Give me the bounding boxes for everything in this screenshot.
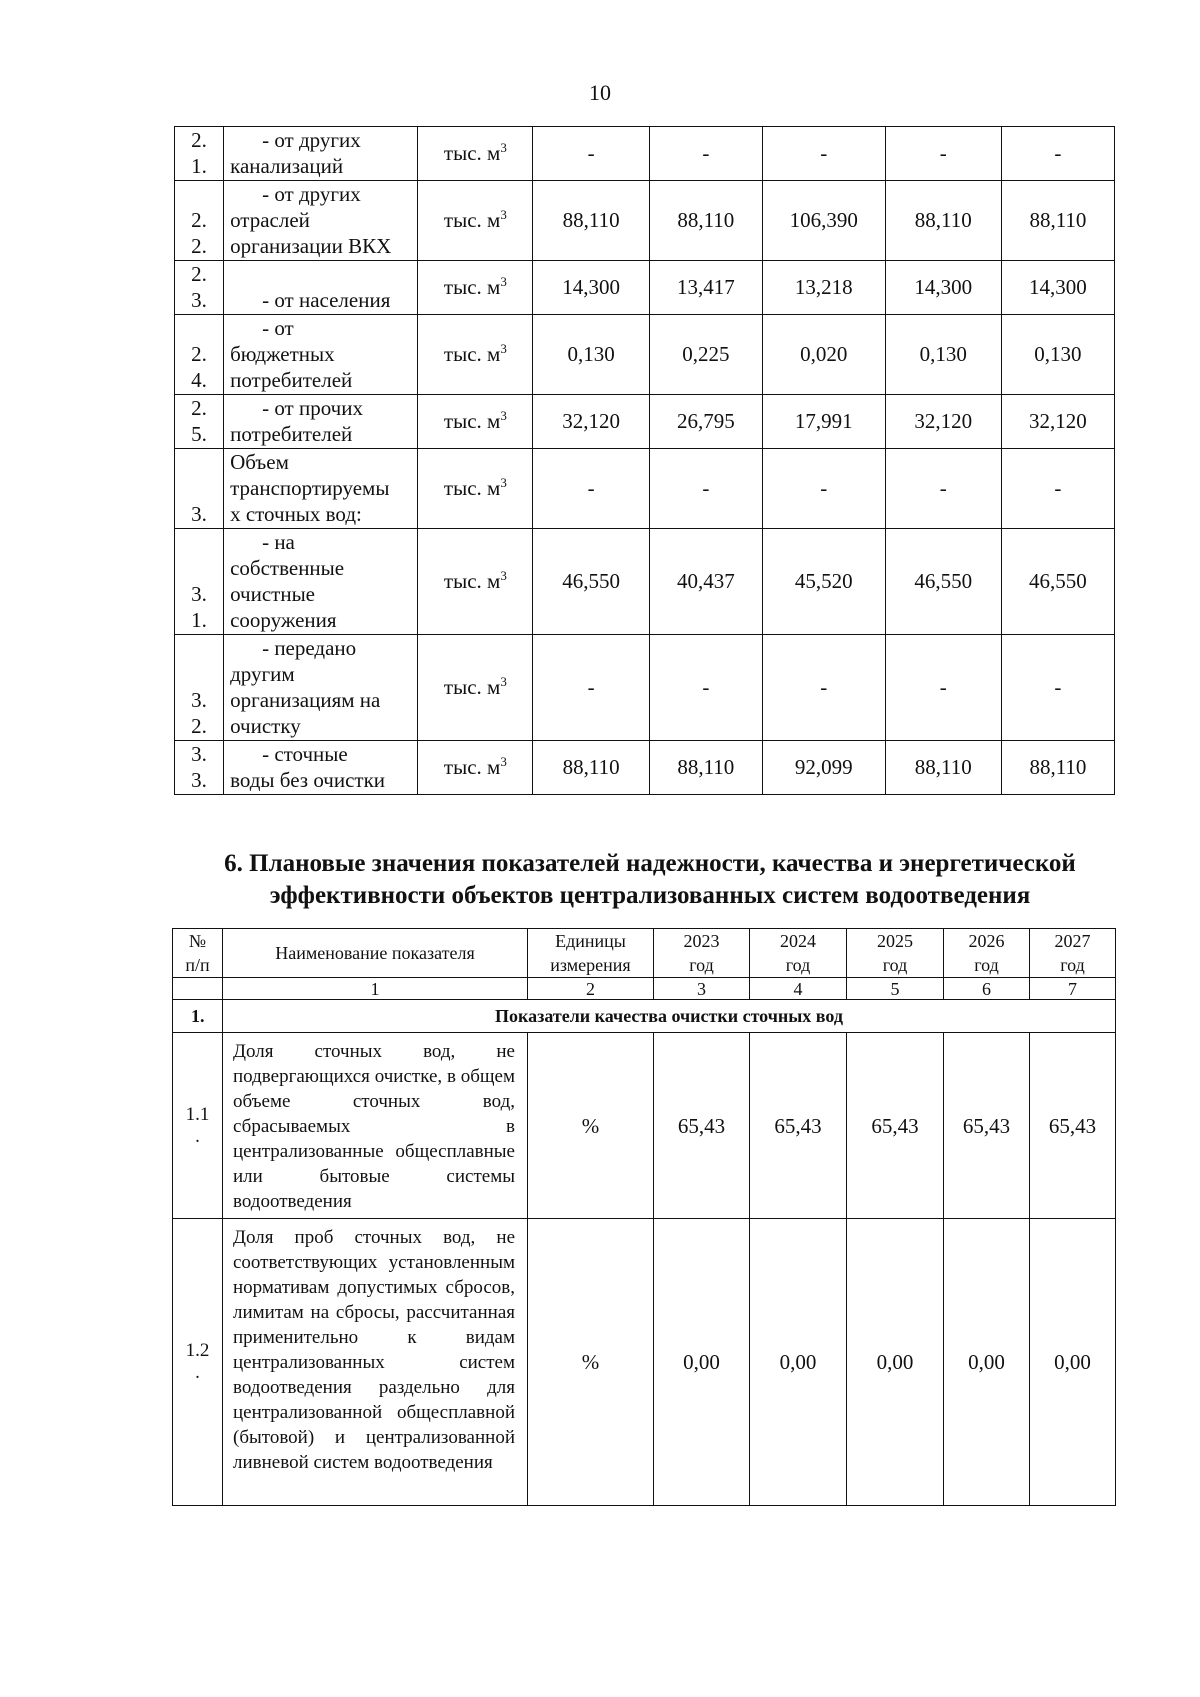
row-value: - xyxy=(762,449,885,529)
row-number-part: 3. xyxy=(191,502,207,526)
row-name xyxy=(224,261,418,315)
row-value: 0,225 xyxy=(649,315,762,395)
row-name-line: потребителей xyxy=(230,368,353,392)
row-unit-exponent: 3 xyxy=(500,207,507,222)
indicator-value-2023: 0,00 xyxy=(654,1219,750,1506)
row-number xyxy=(175,449,224,529)
table-row xyxy=(175,395,1115,449)
table-row xyxy=(175,635,1115,741)
row-value: 0,130 xyxy=(1001,315,1114,395)
row-name xyxy=(224,127,418,181)
row-value: 14,300 xyxy=(1001,261,1114,315)
row-number-part: 2. xyxy=(191,342,207,366)
row-unit xyxy=(418,395,533,449)
row-unit-text: тыс. м xyxy=(443,141,501,165)
section-title-line-2: эффективности объектов централизованных систем водоотведения xyxy=(269,882,1031,909)
header-year-2024 xyxy=(750,929,847,978)
table-row xyxy=(175,261,1115,315)
row-value: 17,991 xyxy=(762,395,885,449)
header-year: 2025 xyxy=(877,931,913,951)
row-name xyxy=(224,741,418,795)
row-value: - xyxy=(885,127,1001,181)
row-number-part: 2. xyxy=(191,262,207,286)
row-name-line: - от других xyxy=(262,182,361,206)
row-unit xyxy=(418,261,533,315)
table-row xyxy=(175,127,1115,181)
header-unit-line: Единицы xyxy=(555,931,626,951)
row-name xyxy=(224,529,418,635)
indicator-value-2024: 65,43 xyxy=(750,1033,847,1219)
row-number-part: 1. xyxy=(191,154,207,178)
indicator-row xyxy=(173,1219,1116,1506)
row-number-part: 3. xyxy=(191,688,207,712)
row-name xyxy=(224,449,418,529)
row-name-line: - от населения xyxy=(262,288,391,312)
row-value: 88,110 xyxy=(649,181,762,261)
row-name-line: Объем xyxy=(230,450,289,474)
row-value: 106,390 xyxy=(762,181,885,261)
header-year: 2027 xyxy=(1054,931,1091,951)
row-number xyxy=(175,315,224,395)
row-value: 92,099 xyxy=(762,741,885,795)
row-value: 88,110 xyxy=(533,181,649,261)
row-value: 0,020 xyxy=(762,315,885,395)
row-name-line: канализаций xyxy=(230,154,344,178)
row-name xyxy=(224,395,418,449)
indicator-value-2027: 65,43 xyxy=(1030,1033,1116,1219)
row-unit xyxy=(418,181,533,261)
row-unit-text: тыс. м xyxy=(443,675,501,699)
indicator-row xyxy=(173,1033,1116,1219)
row-unit-text: тыс. м xyxy=(443,569,501,593)
indicator-description: Доля сточных вод, не подвергающихся очистке, в общем объеме сточных вод, сбрасываемых в централизованные общесплавные или бытовые системы водоотведения xyxy=(223,1033,528,1219)
row-number-part: 1. xyxy=(191,608,207,632)
header-year-word: год xyxy=(689,955,714,975)
row-name-line: - на xyxy=(262,530,295,554)
row-name-line: очистку xyxy=(230,714,301,738)
group-title: Показатели качества очистки сточных вод xyxy=(223,1000,1116,1033)
row-unit-exponent: 3 xyxy=(500,475,507,490)
header-row xyxy=(173,929,1116,978)
row-name-line: - сточные xyxy=(262,742,348,766)
row-name-line: отраслей xyxy=(230,208,310,232)
row-name-line: другим xyxy=(230,662,295,686)
row-value: - xyxy=(885,449,1001,529)
indicator-value-2024: 0,00 xyxy=(750,1219,847,1506)
row-number-part: 3. xyxy=(191,582,207,606)
row-number xyxy=(175,529,224,635)
header-year-2027 xyxy=(1030,929,1116,978)
indicator-number xyxy=(173,1033,223,1219)
row-number-part: 2. xyxy=(191,714,207,738)
header-year: 2023 xyxy=(683,931,720,951)
row-unit xyxy=(418,127,533,181)
row-value: - xyxy=(649,449,762,529)
indicator-value-2023: 65,43 xyxy=(654,1033,750,1219)
row-unit-text: тыс. м xyxy=(443,275,501,299)
row-number xyxy=(175,741,224,795)
table-row xyxy=(175,529,1115,635)
header-year-word: год xyxy=(1060,955,1085,975)
row-value: - xyxy=(649,635,762,741)
page-number: 10 xyxy=(589,80,611,105)
row-name-line: организации ВКХ xyxy=(230,234,392,258)
table-row xyxy=(175,741,1115,795)
header-num-line: п/п xyxy=(185,955,210,975)
row-number-part: 4. xyxy=(191,368,207,392)
column-index: 5 xyxy=(847,978,944,1000)
row-unit xyxy=(418,529,533,635)
row-value: - xyxy=(762,635,885,741)
row-unit-text: тыс. м xyxy=(443,208,501,232)
indicator-value-2025: 0,00 xyxy=(847,1219,944,1506)
header-year-word: год xyxy=(882,955,908,975)
row-number xyxy=(175,181,224,261)
section-title-line-1: 6. Плановые значения показателей надежности, качества и энергетической xyxy=(224,850,1076,877)
row-name xyxy=(224,181,418,261)
row-value: 88,110 xyxy=(649,741,762,795)
row-value: - xyxy=(533,635,649,741)
column-index: 7 xyxy=(1030,978,1116,1000)
row-value: 14,300 xyxy=(885,261,1001,315)
row-value: 88,110 xyxy=(885,181,1001,261)
indicator-number-line: . xyxy=(195,1362,200,1383)
header-year-2025 xyxy=(847,929,944,978)
header-unit xyxy=(528,929,654,978)
row-unit-exponent: 3 xyxy=(500,274,507,289)
row-name-line: - от других xyxy=(262,128,361,152)
row-unit-exponent: 3 xyxy=(500,140,507,155)
header-num xyxy=(173,929,223,978)
row-unit xyxy=(418,635,533,741)
indicator-number-line: 1.1 xyxy=(185,1103,210,1125)
row-number xyxy=(175,635,224,741)
indicators-table xyxy=(172,928,1116,1506)
row-value: 14,300 xyxy=(533,261,649,315)
row-number-part: 5. xyxy=(191,422,207,446)
row-value: 88,110 xyxy=(885,741,1001,795)
row-name-line: сооружения xyxy=(230,608,337,632)
header-num-line: № xyxy=(188,931,207,951)
row-name-line: собственные xyxy=(230,556,345,580)
row-number-part: 2. xyxy=(191,128,207,152)
row-value: 88,110 xyxy=(1001,181,1114,261)
row-value: 0,130 xyxy=(885,315,1001,395)
row-value: 46,550 xyxy=(533,529,649,635)
row-value: - xyxy=(885,635,1001,741)
indicator-number-line: . xyxy=(195,1125,200,1147)
row-unit xyxy=(418,449,533,529)
column-index-row xyxy=(173,978,1116,1000)
row-value: 88,110 xyxy=(1001,741,1114,795)
header-year-2023 xyxy=(654,929,750,978)
row-unit-text: тыс. м xyxy=(443,476,501,500)
row-name-line: - передано xyxy=(262,636,357,660)
indicator-unit: % xyxy=(528,1033,654,1219)
group-row xyxy=(173,1000,1116,1033)
row-unit-exponent: 3 xyxy=(500,674,507,689)
table-row xyxy=(175,181,1115,261)
row-value: 88,110 xyxy=(533,741,649,795)
indicator-value-2025: 65,43 xyxy=(847,1033,944,1219)
row-value: 0,130 xyxy=(533,315,649,395)
row-number-part: 2. xyxy=(191,396,207,420)
column-index: 2 xyxy=(528,978,654,1000)
row-name-line: воды без очистки xyxy=(230,768,386,792)
row-name-line: - от xyxy=(262,316,294,340)
row-unit-exponent: 3 xyxy=(500,568,507,583)
row-name xyxy=(224,635,418,741)
row-number-part: 2. xyxy=(191,234,207,258)
indicator-value-2026: 65,43 xyxy=(944,1033,1030,1219)
row-number xyxy=(175,395,224,449)
row-value: - xyxy=(1001,635,1114,741)
row-value: - xyxy=(1001,449,1114,529)
row-name-line: х сточных вод: xyxy=(230,502,362,526)
indicator-description: Доля проб сточных вод, не соответствующих установленным нормативам допустимых сбросов, лимитам на сбросы, рассчитанная применительно к видам централизованных систем водоотведения раздельно для централизованной общесплавной (бытовой) и централизованной ливневой систем водоотведения xyxy=(223,1219,528,1506)
row-name-line: очистные xyxy=(230,582,316,606)
row-value: 32,120 xyxy=(1001,395,1114,449)
header-year: 2026 xyxy=(968,931,1005,951)
row-unit xyxy=(418,315,533,395)
row-number-part: 3. xyxy=(191,768,207,792)
row-value: 46,550 xyxy=(1001,529,1114,635)
row-value: 26,795 xyxy=(649,395,762,449)
row-unit-exponent: 3 xyxy=(500,408,507,423)
row-name-line: - от прочих xyxy=(262,396,363,420)
row-name-line: транспортируемы xyxy=(230,476,390,500)
row-value: - xyxy=(533,449,649,529)
row-number xyxy=(175,127,224,181)
table-row xyxy=(175,449,1115,529)
indicator-value-2026: 0,00 xyxy=(944,1219,1030,1506)
row-number-part: 2. xyxy=(191,208,207,232)
wastewater-volume-table xyxy=(174,126,1115,795)
row-value: 13,218 xyxy=(762,261,885,315)
header-year-word: год xyxy=(974,955,999,975)
row-unit-exponent: 3 xyxy=(500,341,507,356)
group-number: 1. xyxy=(173,1000,223,1033)
header-year: 2024 xyxy=(780,931,816,951)
row-number-part: 3. xyxy=(191,742,207,766)
header-unit-line: измерения xyxy=(550,955,631,975)
row-name-line: потребителей xyxy=(230,422,353,446)
row-unit-exponent: 3 xyxy=(500,754,507,769)
column-index: 6 xyxy=(944,978,1030,1000)
column-index: 3 xyxy=(654,978,750,1000)
header-name: Наименование показателя xyxy=(223,929,528,978)
row-value: 46,550 xyxy=(885,529,1001,635)
row-value: 32,120 xyxy=(533,395,649,449)
column-index-blank xyxy=(173,978,223,1000)
header-year-2026 xyxy=(944,929,1030,978)
indicator-number xyxy=(173,1219,223,1506)
row-value: - xyxy=(1001,127,1114,181)
row-number-part: 3. xyxy=(191,288,207,312)
row-value: - xyxy=(649,127,762,181)
row-name-line: бюджетных xyxy=(230,342,335,366)
section-heading xyxy=(180,848,1120,912)
row-unit-text: тыс. м xyxy=(443,409,501,433)
row-value: 13,417 xyxy=(649,261,762,315)
row-unit-text: тыс. м xyxy=(443,755,501,779)
row-name xyxy=(224,315,418,395)
table-row xyxy=(175,315,1115,395)
indicator-value-2027: 0,00 xyxy=(1030,1219,1116,1506)
indicator-unit: % xyxy=(528,1219,654,1506)
row-value: 32,120 xyxy=(885,395,1001,449)
column-index: 4 xyxy=(750,978,847,1000)
row-value: 40,437 xyxy=(649,529,762,635)
row-name-line: организациям на xyxy=(230,688,381,712)
row-unit-text: тыс. м xyxy=(443,342,501,366)
indicator-number-line: 1.2 xyxy=(185,1340,210,1361)
row-unit xyxy=(418,741,533,795)
row-value: 45,520 xyxy=(762,529,885,635)
header-year-word: год xyxy=(785,955,811,975)
column-index: 1 xyxy=(223,978,528,1000)
row-value: - xyxy=(533,127,649,181)
row-number xyxy=(175,261,224,315)
row-value: - xyxy=(762,127,885,181)
